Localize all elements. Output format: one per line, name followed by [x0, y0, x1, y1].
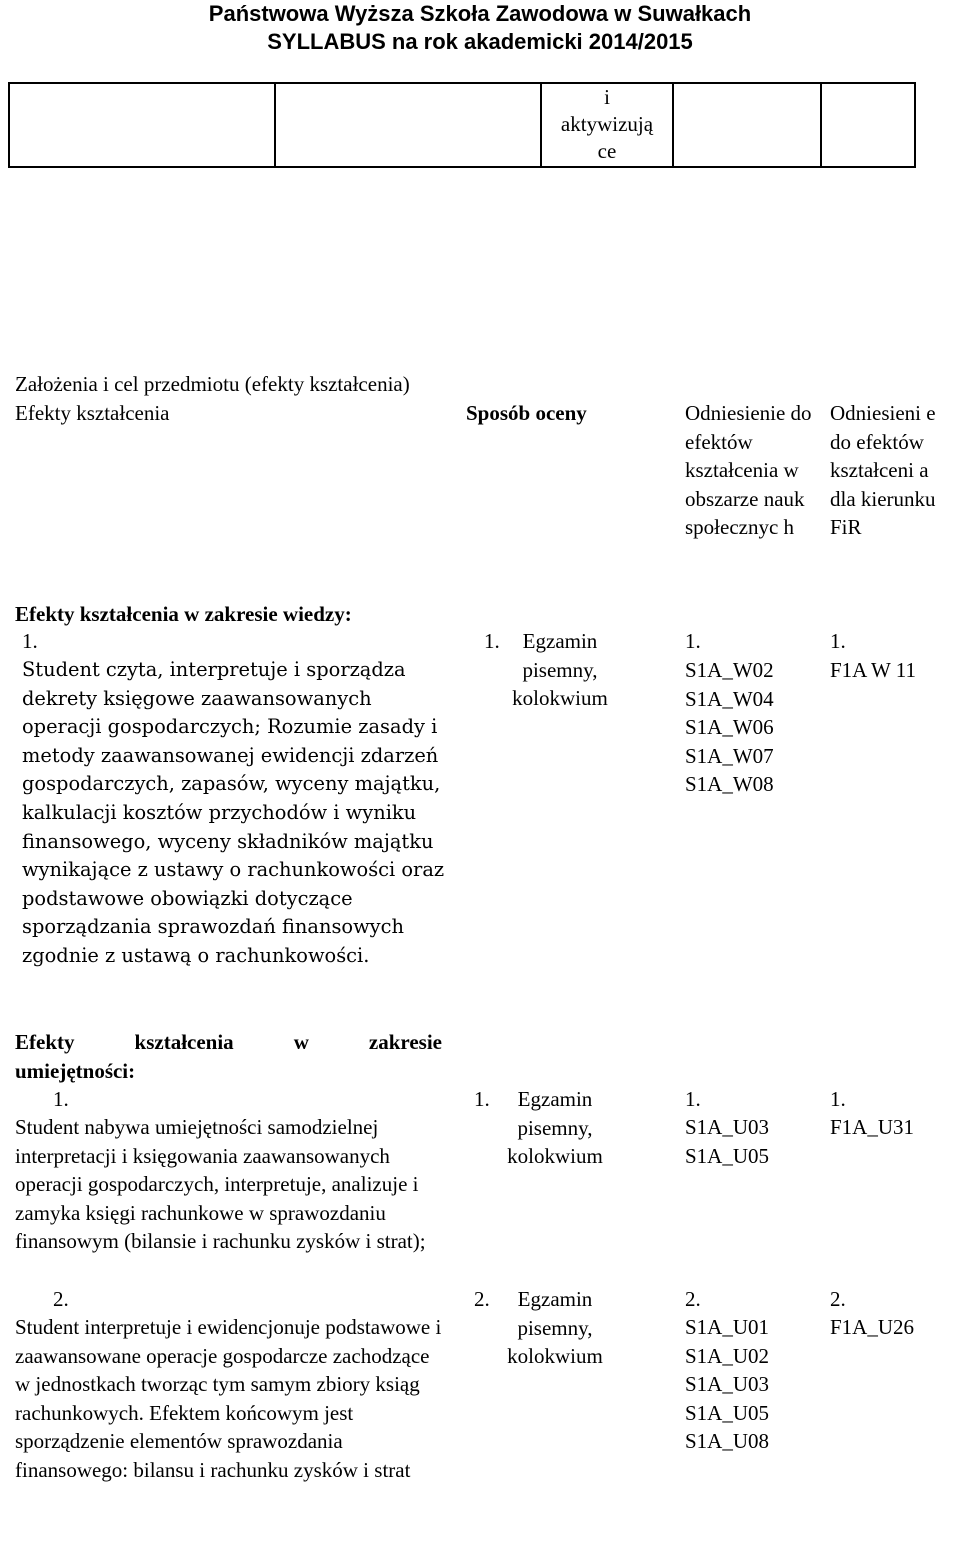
umiejetnosci-item-text: Student nabywa umiejętności samodzielnej interpretacji i księgowania zaawansowanych operacji gospodarczych, interpretuje, analizuje i zamyka księgi rachunkowe w sprawozdaniu finansowym (bilansie i rachunku zysków i strat);	[15, 1115, 426, 1254]
top-table-cell-text: i aktywizują ce	[560, 85, 654, 163]
umiejetnosci-kierunek-number: 2.	[830, 1287, 846, 1311]
institution-title: Państwowa Wyższa Szkoła Zawodowa w Suwałkach	[208, 1, 752, 26]
umiejetnosci-obszar-codes: S1A_U03 S1A_U05	[685, 1115, 770, 1168]
wiedza-heading: Efekty kształcenia w zakresie wiedzy:	[15, 602, 352, 626]
column-header-odniesienie-obszar: Odniesienie do efektów kształcenia w obszarze nauk społecznyc h	[685, 401, 812, 540]
umiejetnosci-ocena-number: 2.	[474, 1287, 490, 1311]
top-table-cell	[8, 82, 276, 168]
wiedza-item-number: 1.	[22, 629, 38, 653]
umiejetnosci-item-number: 1.	[53, 1087, 69, 1111]
wiedza-ocena-number: 1.	[484, 629, 500, 653]
umiejetnosci-obszar-codes: S1A_U01 S1A_U02 S1A_U03 S1A_U05 S1A_U08	[685, 1315, 770, 1454]
column-header-sposob: Sposób oceny	[466, 401, 587, 425]
umiejetnosci-ocena-number: 1.	[474, 1087, 490, 1111]
umiejetnosci-obszar-number: 1.	[685, 1087, 701, 1111]
top-table-cell	[672, 82, 822, 168]
wiedza-item-text: Student czyta, interpretuje i sporządza dekrety księgowe zaawansowanych operacji gospodarczych; Rozumie zasady i metody zaawansowanej ewidencji zdarzeń gospodarczych, zapasów, wyceny majątku, kalkulacji kosztów przychodów i wyniku finansowego, wyceny składników majątku wynikające z ustawy o rachunkowości oraz podstawowe obowiązki dotyczące sporządzania sprawozdań finansowych zgodnie z ustawą o rachunkowości.	[22, 658, 445, 967]
top-table-cell	[820, 82, 916, 168]
umiejetnosci-ocena: Egzamin pisemny, kolokwium	[507, 1287, 603, 1369]
wiedza-ocena: Egzamin pisemny, kolokwium	[512, 629, 608, 711]
wiedza-obszar-codes: S1A_W02 S1A_W04 S1A_W06 S1A_W07 S1A_W08	[685, 658, 774, 797]
umiejetnosci-item-number: 2.	[53, 1287, 69, 1311]
umiejetnosci-obszar-number: 2.	[685, 1287, 701, 1311]
umiejetnosci-kierunek-number: 1.	[830, 1087, 846, 1111]
umiejetnosci-kierunek-code: F1A_U31	[830, 1115, 915, 1139]
umiejetnosci-kierunek-code: F1A_U26	[830, 1315, 915, 1339]
umiejetnosci-ocena: Egzamin pisemny, kolokwium	[507, 1087, 603, 1169]
column-header-odniesienie-kierunek: Odniesieni e do efektów kształceni a dla kierunku FiR	[830, 401, 936, 540]
top-table-cell	[274, 82, 542, 168]
section-title: Założenia i cel przedmiotu (efekty kształcenia)	[15, 372, 410, 396]
syllabus-title: SYLLABUS na rok akademicki 2014/2015	[267, 29, 693, 54]
umiejetnosci-item-text: Student interpretuje i ewidencjonuje podstawowe i zaawansowane operacje gospodarcze zachodzące w jednostkach tworząc tym samym zbiory ksiąg rachunkowych. Efektem końcowym jest sporządzenie elementów sprawozdania finansowego: bilansu i rachunku zysków i strat	[15, 1315, 442, 1482]
wiedza-kierunek-number: 1.	[830, 629, 846, 653]
umiejetnosci-heading-continued: umiejętności:	[15, 1059, 136, 1083]
wiedza-obszar-number: 1.	[685, 629, 701, 653]
column-header-efekty: Efekty kształcenia	[15, 401, 170, 425]
umiejetnosci-heading: Efekty kształcenia w zakresie	[15, 1030, 442, 1054]
wiedza-kierunek-code: F1A W 11	[830, 658, 916, 682]
